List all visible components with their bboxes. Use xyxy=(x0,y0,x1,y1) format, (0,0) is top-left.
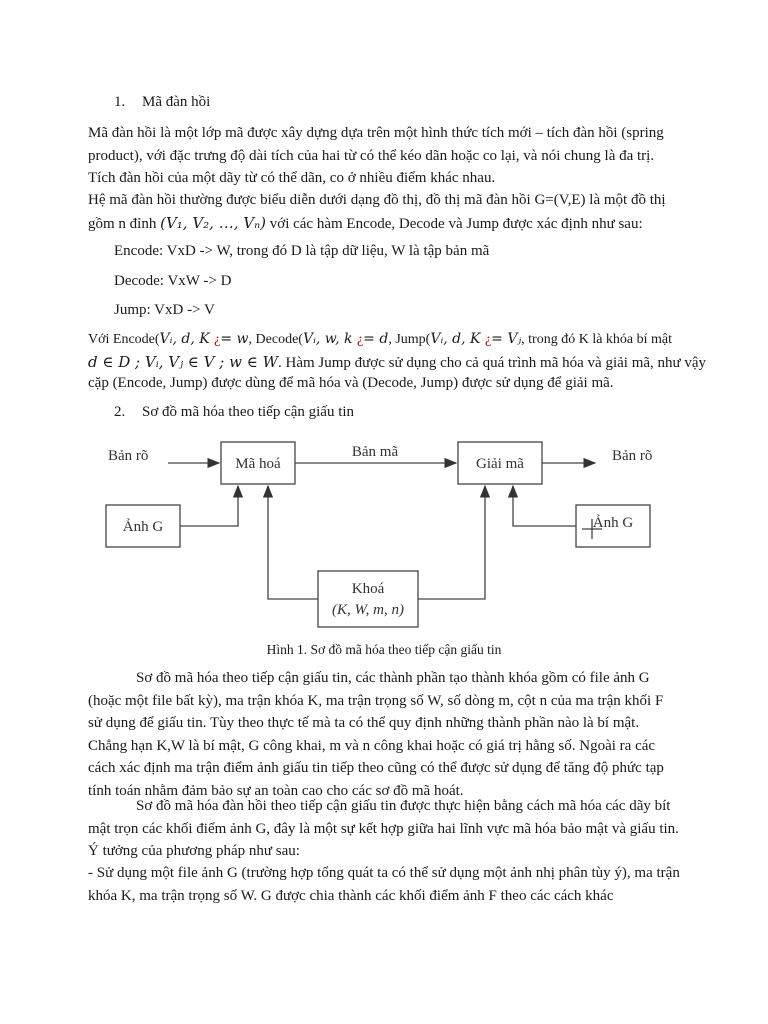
section-number: 2. xyxy=(114,404,126,420)
text-fragment: , Jump( xyxy=(388,332,431,347)
vertex-set-formula: (V₁, V₂, …, Vₙ) xyxy=(160,214,267,232)
image-left-arrow xyxy=(180,486,238,526)
paragraph-key-components: Sơ đồ mã hóa theo tiếp cận giấu tin, các thành phần tạo thành khóa gồm có file ảnh G (hoặc một file bất kỳ), ma trận khóa K, ma trận trọng số W, số dòng m, cột n của ma trận khối F sử dụng để giấu tin. Tùy theo thực tế mà ta có thể quy định những thành phần nào là bí mật. Chẳng hạn K,W là bí mật, G công khai, m và n công khai hoặc có giá trị hằng số. Ngoài ra các cách xác định ma trận điểm ảnh giấu tin tiếp theo cũng có thể được sử dụng để tăng độ phức tạp tính toán nhằm đảm bảo sự an toàn cao cho các sơ đồ mã hoát. xyxy=(88,670,664,799)
symbol: ¿ xyxy=(356,332,364,347)
paragraph-graph-line-2 xyxy=(88,214,643,233)
formula: = d xyxy=(363,331,389,347)
paragraph-spring-code: Mã đàn hồi là một lớp mã được xây dựng dựa trên một hình thức tích mới – tích đàn hồi (spring product), với đặc trưng độ dài tích của hai từ có thể kéo dãn hoặc co lại, và nói chung là đa trị. Tích đàn hồi của một dãy từ có thể dãn, co ở nhiều điểm khác nhau. xyxy=(88,125,664,186)
text-fragment: . Hàm Jump được sử dụng cho cả quá trình mã hóa và giải mã, như vậy xyxy=(278,355,707,371)
formula: = w xyxy=(220,331,249,347)
formula: Vᵢ, d, K xyxy=(430,331,485,347)
text-fragment: , trong đó K là khóa bí mật xyxy=(521,332,673,347)
formula: = Vⱼ xyxy=(491,331,522,347)
plain-out-label: Bản rõ xyxy=(612,448,653,464)
encryption-diagram xyxy=(0,430,768,630)
image-right-label: Ảnh G xyxy=(592,515,634,531)
decode-definition: Decode: VxW -> D xyxy=(114,273,232,289)
formula: Vᵢ, w, k xyxy=(302,331,357,347)
text-fragment: với các hàm Encode, Decode và Jump được xác định như sau: xyxy=(266,216,643,232)
encode-definition: Encode: VxD -> W, trong đó D là tập dữ liệu, W là tập bản mã xyxy=(114,243,490,259)
image-right-arrow xyxy=(513,486,576,526)
key-to-encrypt-arrow xyxy=(268,486,318,599)
text-fragment: , Decode( xyxy=(248,332,303,347)
symbol: ¿ xyxy=(484,332,492,347)
paragraph-functions-line-2 xyxy=(88,353,706,372)
jump-definition: Jump: VxD -> V xyxy=(114,302,215,318)
formula: Vᵢ, d, K xyxy=(159,331,215,347)
section-heading-1 xyxy=(114,94,210,111)
key-params: (K, W, m, n) xyxy=(332,602,404,618)
key-title: Khoá xyxy=(351,581,385,597)
paragraph-step-1: - Sử dụng một file ảnh G (trường hợp tổng quát ta có thể sử dụng một ảnh nhị phân tùy ý), ma trận khóa K, ma trận trọng số W. G được chia thành các khối điểm ảnh F theo các cách khác xyxy=(88,865,680,904)
section-number: 1. xyxy=(114,94,126,110)
section-title: Mã đàn hồi xyxy=(142,94,211,110)
cipher-label: Bản mã xyxy=(351,444,399,460)
symbol: ¿ xyxy=(214,332,221,347)
key-to-decrypt-arrow xyxy=(418,486,485,599)
figure-caption: Hình 1. Sơ đồ mã hóa theo tiếp cận giấu tin xyxy=(266,642,502,657)
text-fragment: Với Encode( xyxy=(88,332,160,347)
paragraph-method-idea: Sơ đồ mã hóa đàn hồi theo tiếp cận giấu tin được thực hiện bằng cách mã hóa các dãy bít mật trọn các khối điểm ảnh G, đây là một sự kết hợp giữa hai lĩnh vực mã hóa bảo mật và giấu tin. Ý tưởng của phương pháp như sau: xyxy=(88,798,679,859)
paragraph-functions-line-1 xyxy=(88,331,672,348)
key-box xyxy=(318,571,418,627)
image-left-label: Ảnh G xyxy=(122,519,164,535)
plain-in-label: Bản rõ xyxy=(108,448,149,464)
text-fragment: gồm n đỉnh xyxy=(88,216,161,232)
section-heading-2 xyxy=(114,404,354,421)
encrypt-label: Mã hoá xyxy=(235,456,281,472)
section-title: Sơ đồ mã hóa theo tiếp cận giấu tin xyxy=(142,404,355,420)
decrypt-label: Giải mã xyxy=(476,456,524,472)
paragraph-functions-line-3: cặp (Encode, Jump) được dùng để mã hóa và (Decode, Jump) được sử dụng để giải mã. xyxy=(88,375,614,391)
paragraph-graph-line-1: Hệ mã đàn hồi thường được biểu diễn dưới dạng đồ thị, đồ thị mã đàn hồi G=(V,E) là một đồ thị xyxy=(88,192,666,208)
membership-formula: d ∈ D ; Vᵢ, Vⱼ ∈ V ; w ∈ W xyxy=(88,353,278,371)
